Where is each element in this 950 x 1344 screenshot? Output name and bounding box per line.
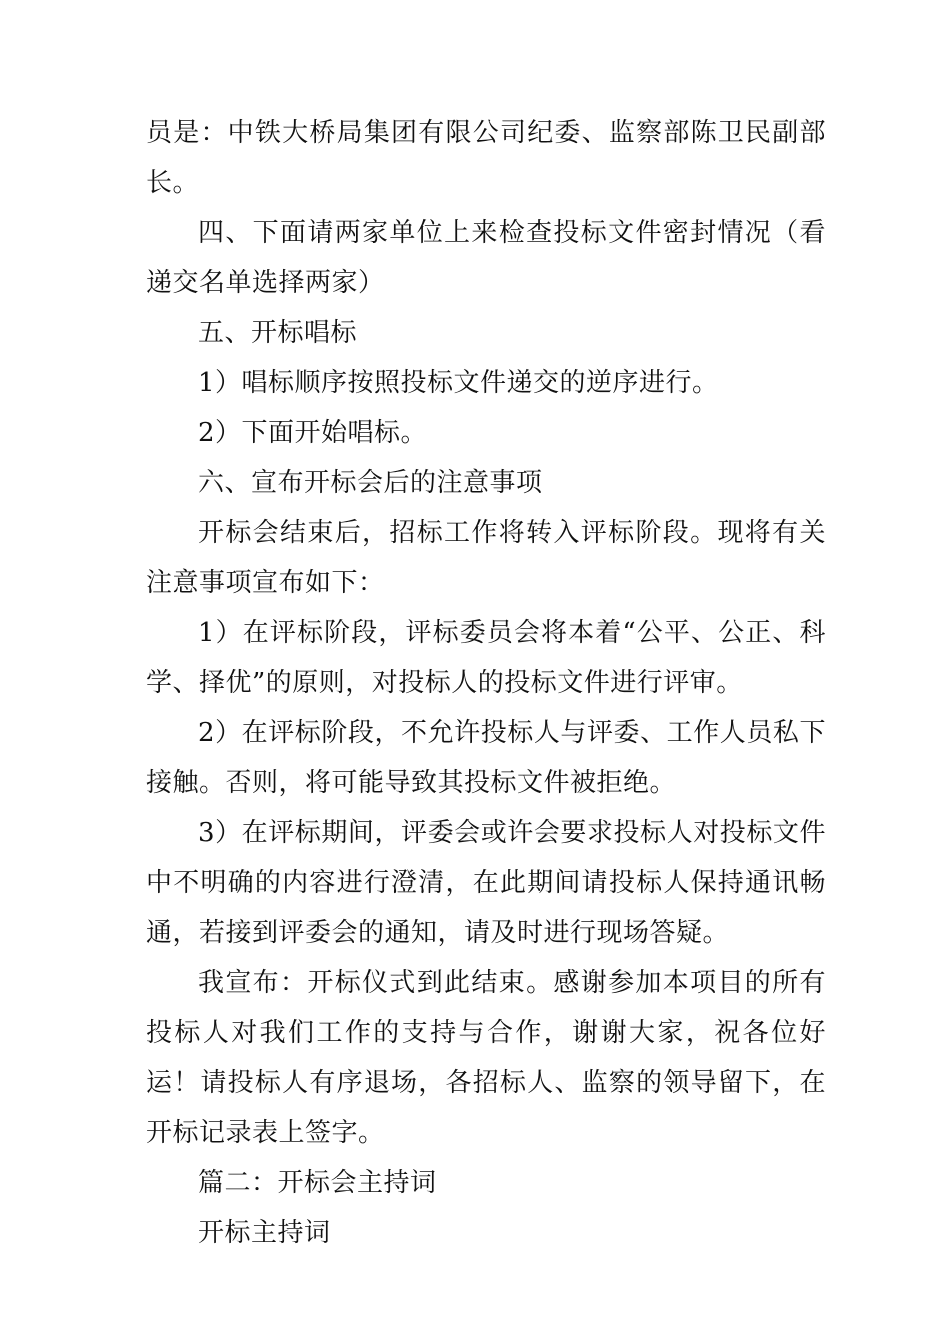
paragraph-notice-three: 3）在评标期间，评委会或许会要求投标人对投标文件中不明确的内容进行澄清，在此期间请投标人保持通讯畅通，若接到评委会的通知，请及时进行现场答疑。 [146, 818, 826, 948]
paragraph-notice-two: 2）在评标阶段，不允许投标人与评委、工作人员私下接触。否则，将可能导致其投标文件被拒绝。 [146, 718, 826, 798]
heading-section-six: 六、宣布开标会后的注意事项 [198, 468, 543, 498]
heading-section-five: 五、开标唱标 [198, 318, 358, 348]
paragraph-bid-order: 1）唱标顺序按照投标文件递交的逆序进行。 [198, 368, 719, 398]
document-body [146, 108, 826, 1258]
paragraph-after-opening: 开标会结束后，招标工作将转入评标阶段。现将有关注意事项宣布如下： [146, 518, 826, 598]
paragraph-closing-announcement: 我宣布：开标仪式到此结束。感谢参加本项目的所有投标人对我们工作的支持与合作，谢谢大家，祝各位好运！请投标人有序退场，各招标人、监察的领导留下，在开标记录表上签字。 [146, 968, 826, 1148]
heading-opening-script: 开标主持词 [198, 1218, 331, 1248]
paragraph-notice-one: 1）在评标阶段，评标委员会将本着“公平、公正、科学、择优”的原则，对投标人的投标文件进行评审。 [146, 618, 826, 698]
paragraph-monitor-member: 员是：中铁大桥局集团有限公司纪委、监察部陈卫民副部长。 [146, 118, 826, 198]
paragraph-section-four: 四、下面请两家单位上来检查投标文件密封情况（看递交名单选择两家） [146, 218, 826, 298]
heading-part-two: 篇二：开标会主持词 [198, 1168, 437, 1198]
paragraph-start-reading: 2）下面开始唱标。 [198, 418, 428, 448]
